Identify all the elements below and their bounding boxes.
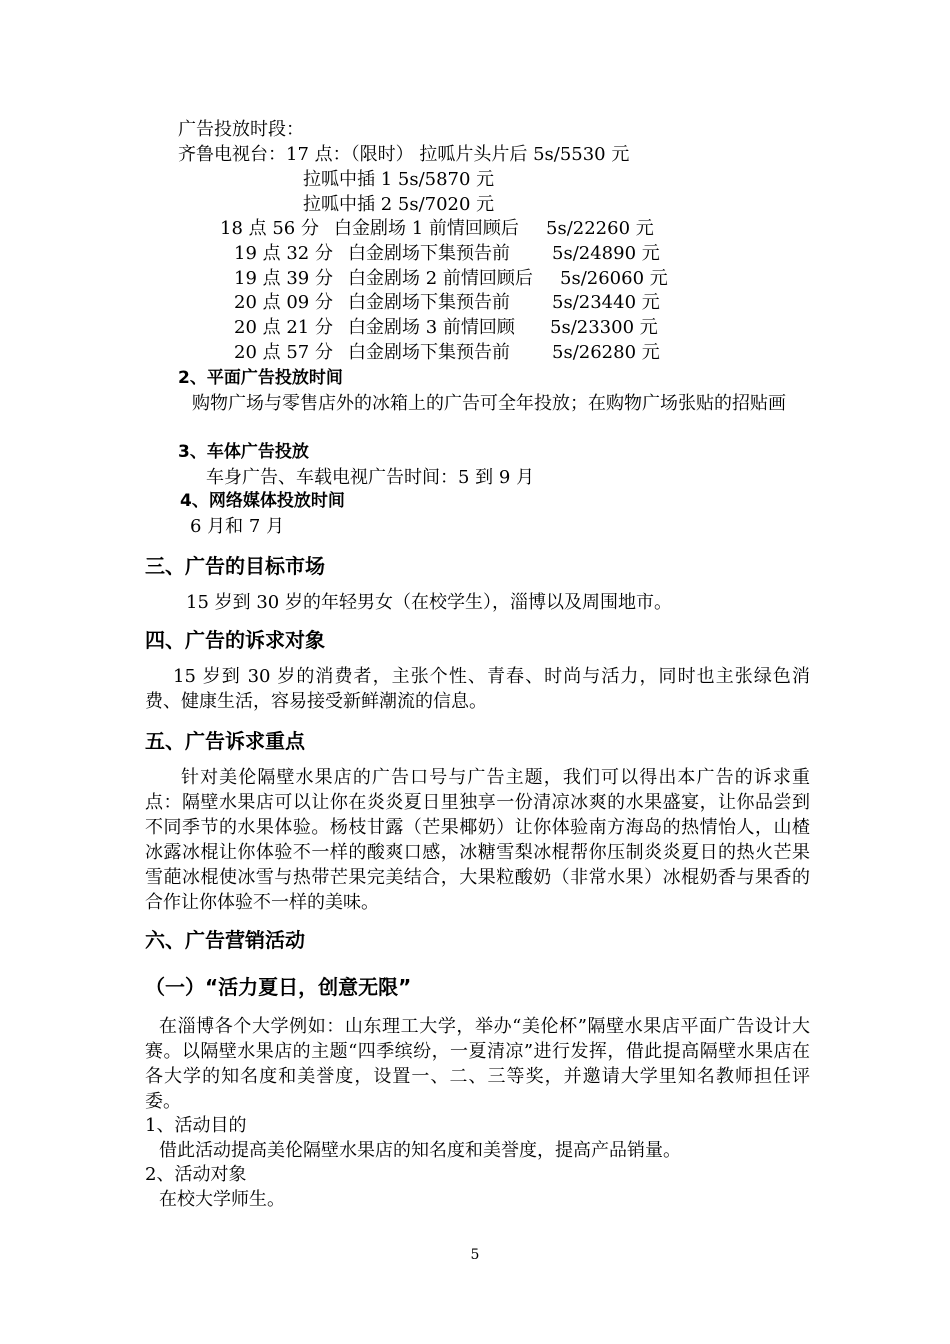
slot-program: 白金剧场 1 前情回顾后: [334, 218, 519, 239]
slot-program: 白金剧场 3 前情回顾: [348, 317, 515, 338]
activity-intro: 在淄博各个大学例如：山东理工大学，举办“美伦杯”隔壁水果店平面广告设计大赛。以隔壁水果店的主题“四季缤纷，一夏清凉”进行发挥，借此提高隔壁水果店在各大学的知名度和美誉度，设置一、二、三等奖，并邀请大学里知名教师担任评委。: [145, 1016, 810, 1112]
slot-price: 5s/26060 元: [560, 268, 668, 289]
section-title: 四、广告的诉求对象: [145, 628, 325, 652]
slot-time: 19 点 32 分: [234, 243, 333, 264]
activity-title: （一）“活力夏日，创意无限”: [145, 975, 412, 999]
target-heading: 2、活动对象: [145, 1164, 247, 1185]
slot-time: 20 点 57 分: [234, 342, 333, 363]
target-text: 在校大学师生。: [159, 1189, 285, 1210]
slot-price: 5s/23440 元: [552, 292, 660, 313]
slot-time: 19 点 39 分: [234, 268, 333, 289]
schedule-heading: 广告投放时段：: [178, 119, 304, 140]
section-text: 15 岁到 30 岁的年轻男女（在校学生），淄博以及周围地市。: [186, 592, 672, 613]
sub-slot-2: 拉呱中插 2 5s/7020 元: [303, 194, 495, 215]
sub-slot-1: 拉呱中插 1 5s/5870 元: [303, 169, 495, 190]
section-title: 六、广告营销活动: [145, 928, 305, 952]
section-text: 针对美伦隔壁水果店的广告口号与广告主题，我们可以得出本广告的诉求重点：隔壁水果店可以让你在炎炎夏日里独享一份清凉冰爽的水果盛宴，让你品尝到不同季节的水果体验。杨枝甘露（芒果椰奶）让你体验南方海岛的热情怡人，山楂冰露冰棍让你体验不一样的酸爽口感，冰糖雪梨冰棍帮你压制炎炎夏日的热火芒果雪葩冰棍使冰雪与热带芒果完美结合，大果粒酸奶（非常水果）冰棍奶香与果香的合作让你体验不一样的美味。: [145, 767, 810, 913]
slot-price: 5s/23300 元: [550, 317, 658, 338]
slot-time: 20 点 21 分: [234, 317, 333, 338]
slot-time: 18 点 56 分: [220, 218, 319, 239]
online-ad-text: 6 月和 7 月: [190, 516, 285, 537]
vehicle-ad-text: 车身广告、车载电视广告时间：5 到 9 月: [206, 467, 535, 488]
slot-time: 20 点 09 分: [234, 292, 333, 313]
slot-price: 5s/24890 元: [552, 243, 660, 264]
goal-heading: 1、活动目的: [145, 1115, 247, 1136]
slot-price: 5s/26280 元: [552, 342, 660, 363]
slot-price: 5s/22260 元: [546, 218, 654, 239]
print-ad-heading: 2、平面广告投放时间: [178, 368, 343, 388]
online-ad-heading: 4、网络媒体投放时间: [180, 491, 345, 511]
page-number: 5: [470, 1247, 480, 1263]
section-title: 五、广告诉求重点: [145, 729, 305, 753]
slot-program: 白金剧场下集预告前: [348, 342, 510, 363]
section-text: 15 岁到 30 岁的消费者，主张个性、青春、时尚与活力，同时也主张绿色消费、健康生活，容易接受新鲜潮流的信息。: [145, 666, 810, 712]
section-title: 三、广告的目标市场: [145, 554, 325, 578]
vehicle-ad-heading: 3、车体广告投放: [178, 442, 309, 462]
slot-program: 白金剧场 2 前情回顾后: [348, 268, 533, 289]
channel-line: 齐鲁电视台：17 点：（限时） 拉呱片头片后 5s/5530 元: [178, 144, 630, 165]
slot-program: 白金剧场下集预告前: [348, 292, 510, 313]
print-ad-text: 购物广场与零售店外的冰箱上的广告可全年投放；在购物广场张贴的招贴画: [192, 393, 786, 414]
slot-program: 白金剧场下集预告前: [348, 243, 510, 264]
goal-text: 借此活动提高美伦隔壁水果店的知名度和美誉度，提高产品销量。: [159, 1140, 681, 1161]
